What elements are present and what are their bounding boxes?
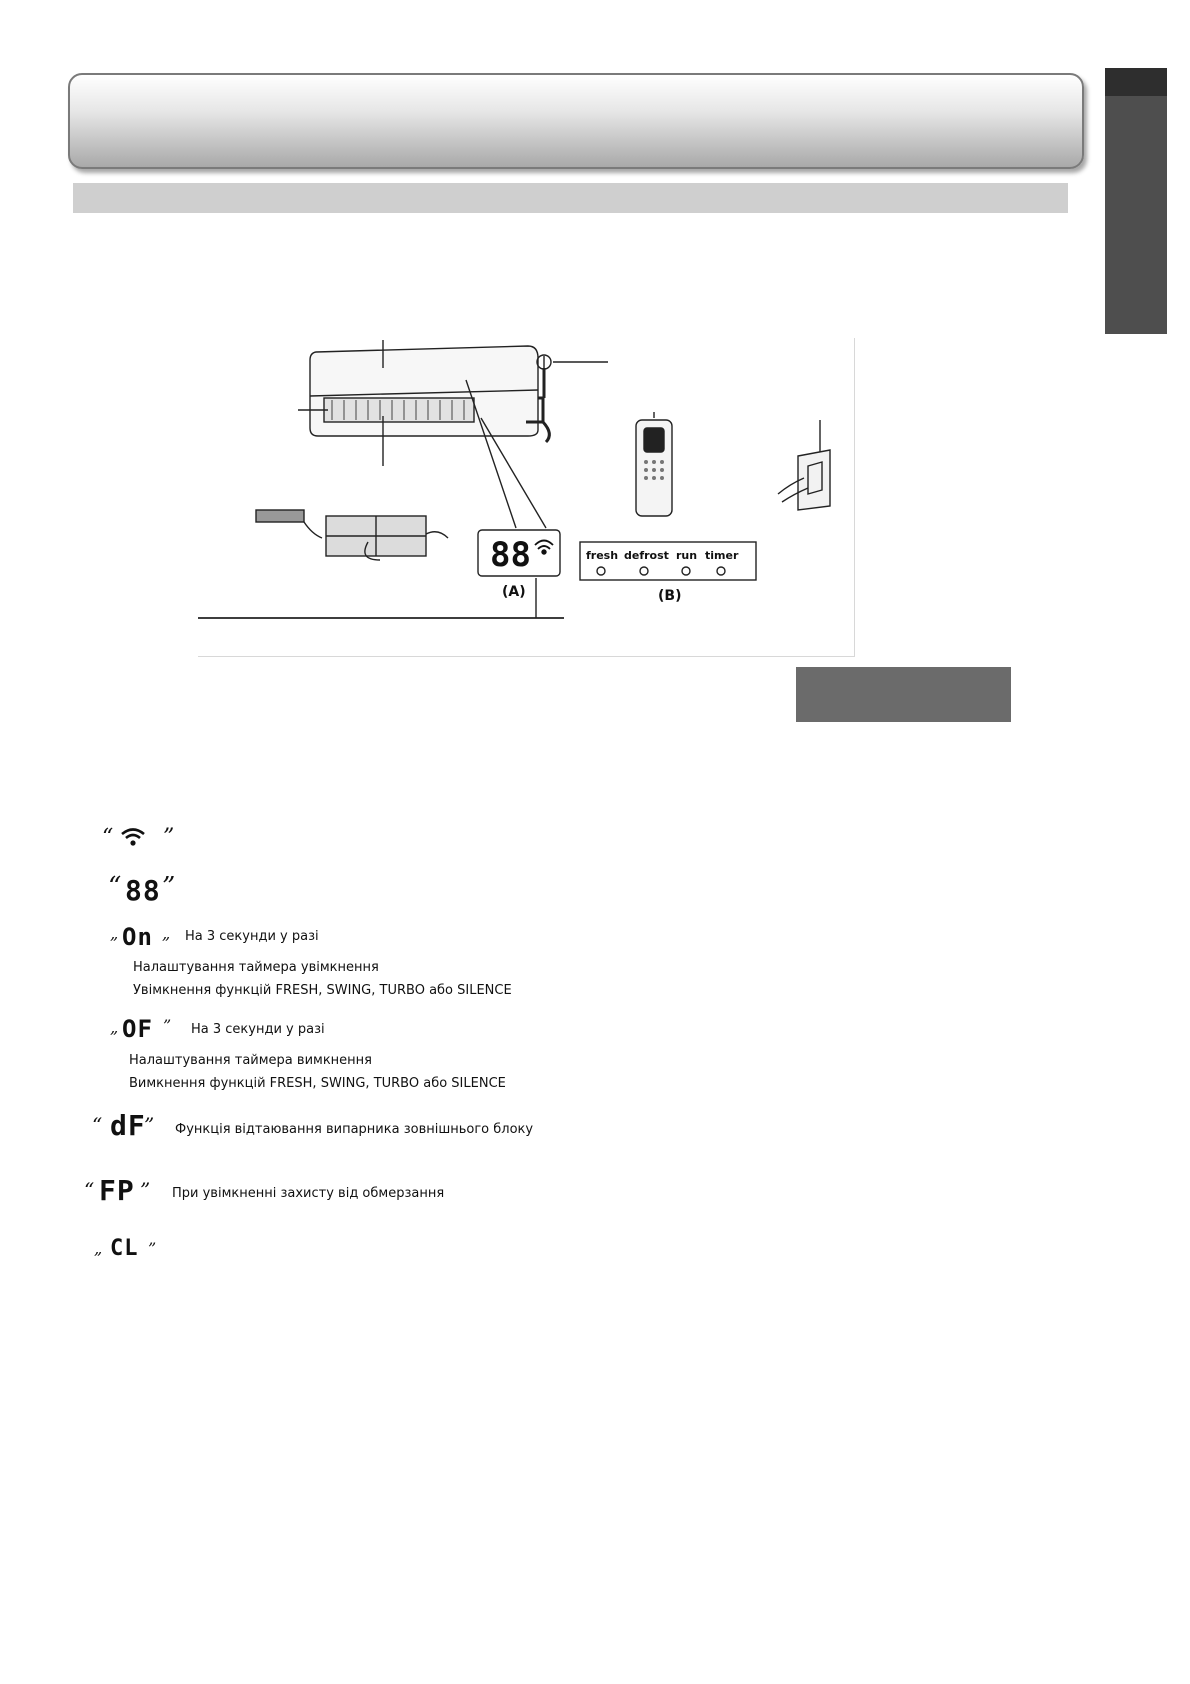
wifi-close-quote: ” (163, 825, 175, 850)
code-of-close-quote: ” (163, 1016, 172, 1035)
code-on-line-2: Увімкнення функцій FRESH, SWING, TURBO або SILENCE (133, 983, 512, 998)
indoor-unit-illustration (198, 340, 830, 618)
code-fp-open-quote: “ (84, 1178, 95, 1202)
code-on: On (122, 923, 153, 951)
code-df-description: Функція відтаювання випарника зовнішнього блоку (175, 1122, 534, 1137)
code-cl-close-quote: ” (148, 1239, 157, 1258)
panel-b-labels (586, 549, 739, 562)
code-of-line-1: Налаштування таймера вимкнення (129, 1053, 372, 1068)
code-88-close-quote: ” (162, 872, 176, 902)
code-of-line-2: Вимкнення функцій FRESH, SWING, TURBO або SILENCE (129, 1076, 506, 1091)
wifi-open-quote: “ (102, 825, 114, 850)
panel-b-fresh-label: fresh (586, 549, 619, 562)
display-a-label: (A) (502, 584, 526, 600)
code-fp-close-quote: ” (140, 1178, 151, 1202)
code-88: 88 (125, 874, 161, 907)
panel-b-label: (B) (658, 588, 682, 604)
code-fp: FP (99, 1174, 135, 1207)
language-side-tab-top (1105, 68, 1167, 96)
code-fp-description: При увімкненні захисту від обмерзання (172, 1186, 445, 1201)
code-of: OF (122, 1015, 153, 1043)
panel-b-defrost-label: defrost (624, 549, 669, 562)
gray-label-box (796, 667, 1011, 722)
code-on-description: На 3 секунди у разі (185, 929, 319, 944)
code-88-open-quote: “ (108, 872, 122, 902)
code-of-open-quote: „ (110, 1018, 119, 1037)
wifi-icon (120, 826, 146, 853)
code-df: dF (110, 1109, 146, 1142)
code-df-close-quote: ” (144, 1113, 155, 1137)
display-digits: 88 (490, 535, 531, 575)
code-cl-open-quote: „ (94, 1239, 103, 1258)
code-on-line-1: Налаштування таймера увімкнення (133, 960, 379, 975)
code-cl: CL (110, 1236, 139, 1261)
panel-b-run-label: run (676, 549, 698, 562)
unit-diagram (198, 338, 855, 657)
language-side-tab (1105, 68, 1167, 334)
code-on-close-quote: „ (162, 924, 171, 943)
code-of-description: На 3 секунди у разі (191, 1022, 325, 1037)
unit-diagram-svg (198, 338, 854, 656)
code-df-open-quote: “ (92, 1113, 103, 1137)
code-on-open-quote: „ (110, 924, 119, 943)
section-header-bar (68, 73, 1084, 169)
subsection-header-bar (73, 183, 1068, 213)
panel-b-timer-label: timer (705, 549, 739, 562)
